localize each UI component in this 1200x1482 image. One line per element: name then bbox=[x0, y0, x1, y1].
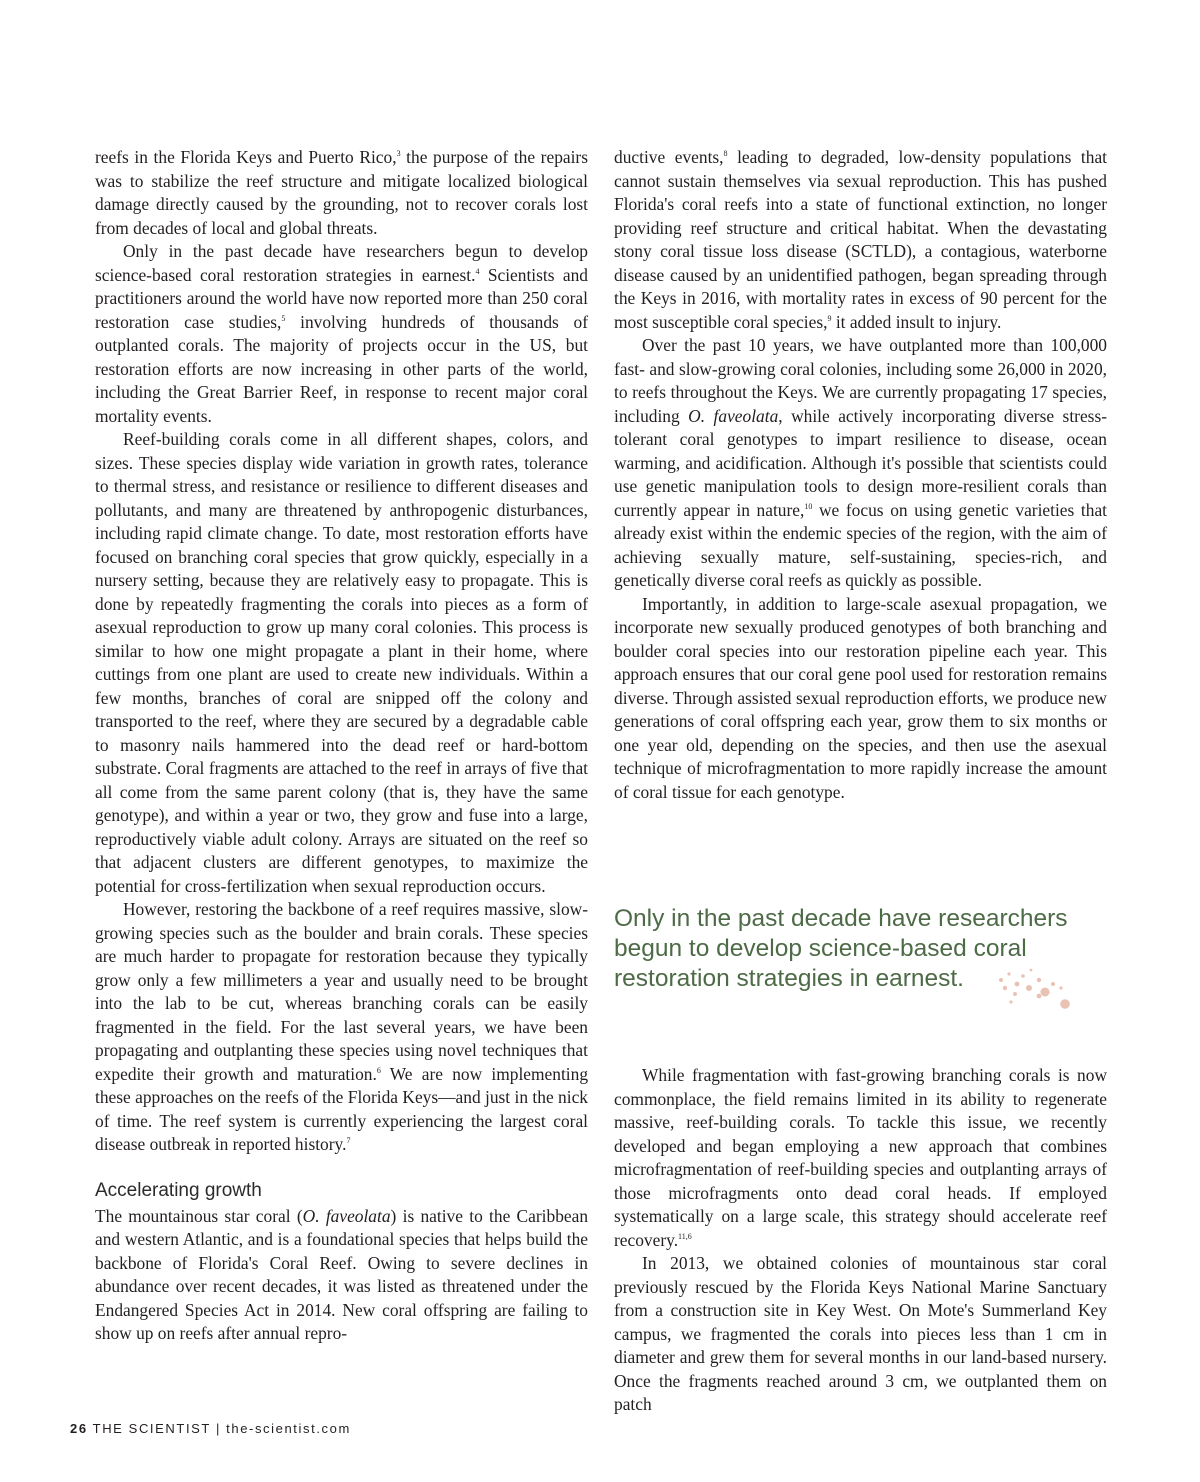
footer-url: the-scientist.com bbox=[226, 1421, 351, 1436]
paragraph: However, restoring the backbone of a reef requires massive, slow-growing species such as the boulder and brain corals. These species are much harder to propagate for restoration because they typically grow only a few millimeters a year and usually need to be brought into the lab to be cut, whereas branching corals can be easily fragmented in the field. For the last several years, we have been propagating and outplanting these species using novel techniques that expedite their growth and maturation.$^6$ We are now implementing these approaches on the reefs of the Florida Keys—and just in the nick of time. The reef system is currently experiencing the largest coral disease outbreak in reported history.$^7$ bbox=[95, 899, 589, 1154]
page-footer bbox=[70, 1421, 351, 1436]
page-number: 26 bbox=[70, 1421, 88, 1436]
paragraph: In 2013, we obtained colonies of mountainous star coral previously rescued by the Florida Keys National Marine Sanctuary from a construction site in Key West. On Mote's Summerland Key campus, we fragmented the corals into pieces less than 1 cm in diameter and grew them for several months in our land-based nursery. Once the fragments reached around 3 cm, we outplanted them on patch bbox=[614, 1253, 1107, 1414]
paragraph: The mountainous star coral (O. faveolata) is native to the Caribbean and western Atlantic, and is a foundational species that helps build the backbone of Florida's Coral Reef. Owing to severe declines in abundance over recent decades, it was listed as threatened under the Endangered Species Act in 2014. New coral offspring are failing to show up on reefs after annual repro- bbox=[95, 1205, 589, 1343]
section-subheading: Accelerating growth bbox=[95, 1179, 262, 1201]
paragraph: Over the past 10 years, we have outplanted more than 100,000 fast- and slow-growing coral colonies, including some 26,000 in 2020, to reefs throughout the Keys. We are currently propagating 17 species, including O. faveolata, while actively incorporating diverse stress-tolerant coral genotypes to impart resilience to disease, ocean warming, and acidification. Although it's possible that scientists could use genetic manipulation tools to design more-resilient corals than currently appear in nature,$^{10}$ we focus on using genetic varieties that already exist within the endemic species of the region, with the aim of achieving sexually mature, self-sustaining, species-rich, and genetically diverse coral reefs as quickly as possible. bbox=[614, 335, 1107, 590]
footer-separator: | bbox=[215, 1421, 221, 1436]
right-column-top bbox=[614, 146, 1107, 804]
pull-quote-text: Only in the past decade have researchers begun to develop science-based coral restoration strategies in earnest. bbox=[614, 905, 1068, 992]
magazine-name: THE SCIENTIST bbox=[92, 1421, 211, 1436]
coral-dots-icon bbox=[995, 966, 1075, 1014]
paragraph: Reef-building corals come in all different shapes, colors, and sizes. These species display wide variation in growth rates, tolerance to thermal stress, and resistance or resilience to different diseases and pollutants, and many are threatened by anthropogenic disturbances, including rapid climate change. To date, most restoration efforts have focused on branching coral species that grow quickly, especially in a nursery setting, because they are relatively easy to propagate. This is done by repeatedly fragmenting the corals into pieces as a form of asexual reproduction to grow up many coral colonies. This process is similar to how one might propagate a plant in their home, where cuttings from one plant are used to create new individuals. Within a few months, branches of coral are snipped off the colony and transported to the reef, where they are secured by a degradable cable to masonry nails hammered into the dead reef or hard-bottom substrate. Coral fragments are attached to the reef in arrays of five that all come from the same parent colony (that is, they have the same genotype), and within a year or two, they grow and fuse into a large, reproductively viable adult colony. Arrays are situated on the reef so that adjacent clusters are different genotypes, to maximize the potential for cross-fertilization when sexual reproduction occurs. bbox=[95, 429, 588, 896]
paragraph: Importantly, in addition to large-scale asexual propagation, we incorporate new sexually produced genotypes of both branching and boulder coral species into our restoration pipeline each year. This approach ensures that our coral gene pool used for restoration remains diverse. Through assisted sexual reproduction efforts, we produce new generations of coral offspring each year, grow them to six months or one year old, depending on the species, and then use the asexual technique of microfragmentation to more rapidly increase the amount of coral tissue for each genotype. bbox=[614, 593, 1107, 802]
paragraph: While fragmentation with fast-growing branching corals is now commonplace, the field remains limited in its ability to regenerate massive, reef-building corals. To tackle this issue, we recently developed and began employing a new approach that combines microfragmentation of reef-building species and outplanting arrays of those microfragments onto dead coral heads. If employed systematically on a large scale, this strategy should accelerate reef recovery.$^{11,6}$ bbox=[614, 1065, 1107, 1250]
paragraph: reefs in the Florida Keys and Puerto Rico,$^3$ the purpose of the repairs was to stabilize the reef structure and mitigate localized biological damage directly caused by the grounding, not to recover corals lost from decades of local and global threats. bbox=[95, 147, 588, 238]
left-column bbox=[95, 146, 588, 1346]
paragraph: ductive events,$^8$ leading to degraded, low-density populations that cannot sustain themselves via sexual reproduction. This has pushed Florida's coral reefs into a state of functional extinction, no longer providing reef structure and critical habitat. When the devastating stony coral tissue loss disease (SCTLD), a contagious, waterborne disease caused by an unidentified pathogen, began spreading through the Keys in 2016, with mortality rates in excess of 90 percent for the most susceptible coral species,$^9$ it added insult to injury. bbox=[614, 147, 1107, 332]
right-column-bottom bbox=[614, 1064, 1107, 1417]
paragraph: Only in the past decade have researchers begun to develop science-based coral restoration strategies in earnest.$^4$ Scientists and practitioners around the world have now reported more than 250 coral restoration case studies,$^5$ involving hundreds of thousands of outplanted corals. The majority of projects occur in the US, but restoration efforts are now increasing in other parts of the world, including the Great Barrier Reef, in response to recent major coral mortality events. bbox=[95, 241, 588, 426]
